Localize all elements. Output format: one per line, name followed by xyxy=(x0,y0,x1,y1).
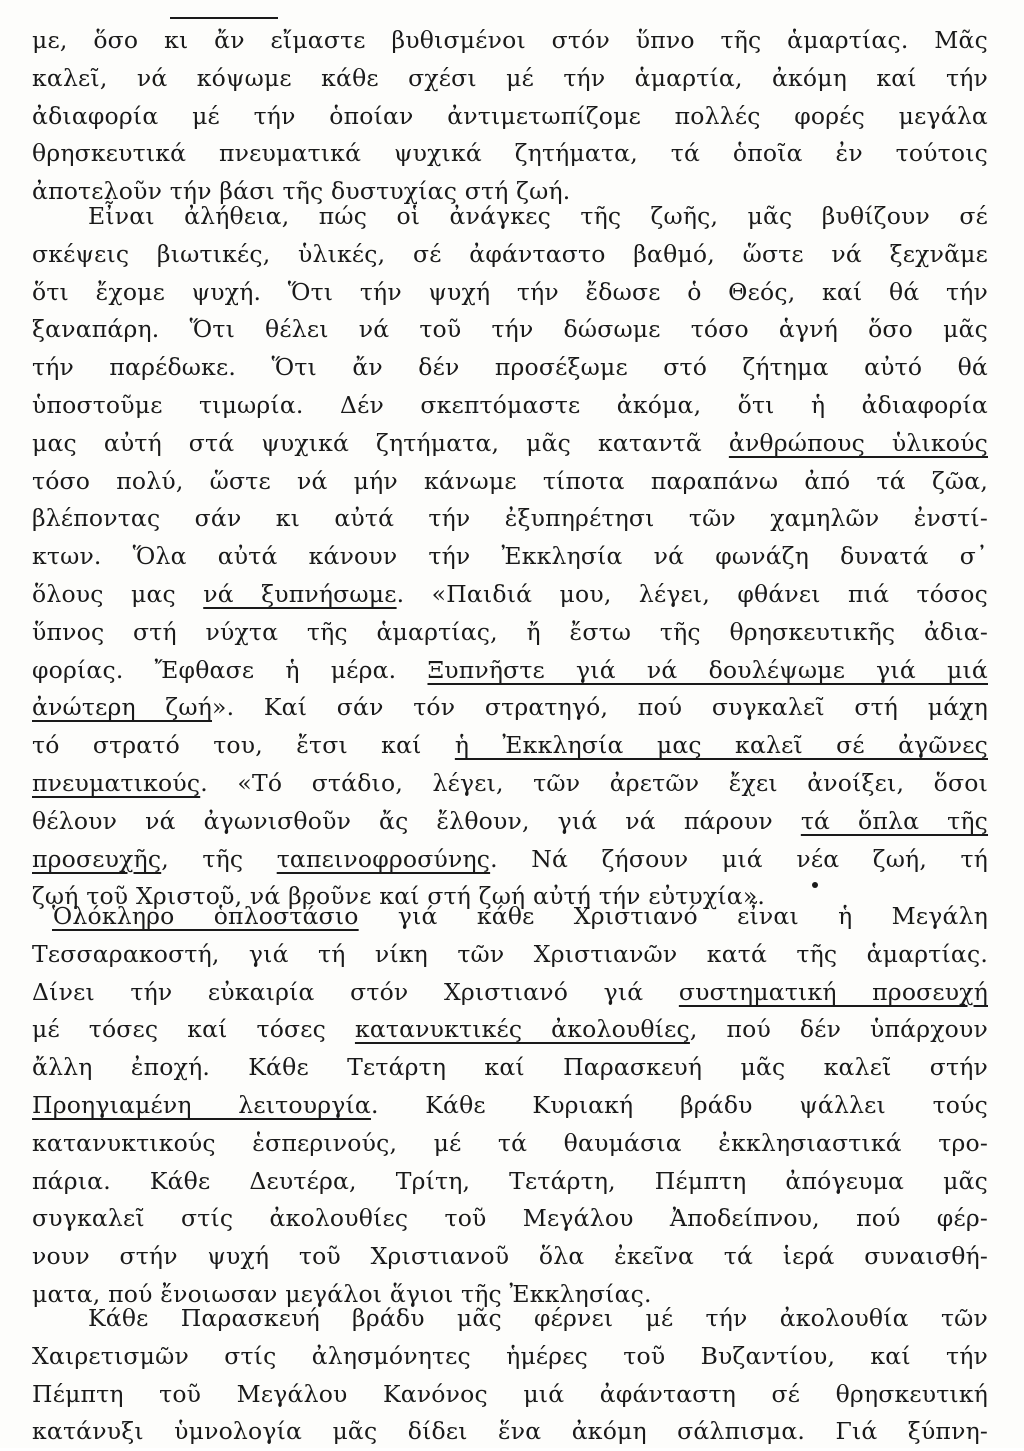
text-line: ματα, πού ἔνοιωσαν μεγάλοι ἅγιοι τῆς Ἐκκλησίας. xyxy=(32,1279,652,1308)
underlined-phrase: πνευματικούς xyxy=(32,768,201,797)
paragraph-4 xyxy=(32,1300,988,1451)
text-line: ὕπνος στή νύχτα τῆς ἁμαρτίας, ἤ ἔστω τῆς θρησκευτικῆς ἀδια- xyxy=(32,617,988,646)
text-line xyxy=(32,841,988,879)
text-run: . Κάθε Κυριακή βράδυ ψάλλει τούς xyxy=(370,1090,988,1119)
text-run: ὅλους μας xyxy=(32,579,204,608)
text-line: συγκαλεῖ στίς ἀκολουθίες τοῦ Μεγάλου Ἀποδείπνου, πού φέρ- xyxy=(32,1204,988,1233)
text-line xyxy=(32,425,988,463)
text-line xyxy=(32,1011,988,1049)
text-line: Χαιρετισμῶν στίς ἀλησμόνητες ἡμέρες τοῦ Βυζαντίου, καί τήν xyxy=(32,1341,988,1370)
text-line: κατανυκτικούς ἑσπερινούς, μέ τά θαυμάσια ἐκκλησιαστικά τρο- xyxy=(32,1128,988,1157)
underlined-phrase: νά ξυπνήσωμε xyxy=(203,579,397,608)
text-line: ἄλλη ἐποχή. Κάθε Τετάρτη καί Παρασκευή μᾶς καλεῖ στήν xyxy=(32,1053,988,1082)
text-line: ξαναπάρη. Ὅτι θέλει νά τοῦ τήν δώσωμε τόσο ἁγνή ὅσο μᾶς xyxy=(32,315,988,344)
text-run: φορίας. Ἔφθασε ἡ μέρα. xyxy=(32,655,428,684)
text-line: κατάνυξι ὑμνολογία μᾶς δίδει ἕνα ἀκόμη σάλπισμα. Γιά ξύπνη- xyxy=(32,1417,988,1446)
text-run: . Νά ζήσουν μιά νέα ζωή, τή xyxy=(490,844,988,873)
text-run: μέ τόσες καί τόσες xyxy=(32,1015,355,1044)
text-line: ὅτι ἔχομε ψυχή. Ὅτι τήν ψυχή τήν ἔδωσε ὁ Θεός, καί θά τήν xyxy=(32,277,988,306)
text-line xyxy=(32,803,988,841)
paragraph-2 xyxy=(32,198,988,916)
text-run: . «Παιδιά μου, λέγει, φθάνει πιά τόσος xyxy=(396,579,988,608)
text-run: , τῆς xyxy=(161,844,277,873)
text-line: τόσο πολύ, ὥστε νά μήν κάνωμε τίποτα παραπάνω ἀπό τά ζῶα, xyxy=(32,466,988,495)
text-line: ἀποτελοῦν τήν βάσι τῆς δυστυχίας στή ζωή. xyxy=(32,177,571,206)
text-line: καλεῖ, νά κόψωμε κάθε σχέσι μέ τήν ἁμαρτία, ἀκόμη καί τήν xyxy=(32,63,988,92)
text-line xyxy=(32,727,988,765)
text-line xyxy=(32,1087,988,1125)
text-line xyxy=(32,689,988,727)
text-run: , πού δέν ὑπάρχουν xyxy=(689,1015,989,1044)
text-line: ζωή τοῦ Χριστοῦ, νά βροῦνε καί στή ζωή αὐτή τήν εὐτυχία». xyxy=(32,882,766,911)
scan-mark-top xyxy=(170,17,278,19)
text-line xyxy=(32,576,988,614)
text-line: ὑποστοῦμε τιμωρία. Δέν σκεπτόμαστε ἀκόμα, ὅτι ἡ ἀδιαφορία xyxy=(32,390,988,419)
underlined-phrase: τά ὅπλα τῆς xyxy=(800,806,989,835)
text-line: σκέψεις βιωτικές, ὑλικές, σέ ἀφάνταστο βαθμό, ὥστε νά ξεχνᾶμε xyxy=(32,239,988,268)
text-run: Δίνει τήν εὐκαιρία στόν Χριστιανό γιά xyxy=(32,977,679,1006)
text-line: βλέποντας σάν κι αὐτά τήν ἐξυπηρέτησι τῶν χαμηλῶν ἐνστί- xyxy=(32,504,988,533)
text-run: θέλουν νά ἀγωνισθοῦν ἄς ἔλθουν, γιά νά πάρουν xyxy=(32,806,801,835)
underlined-phrase: συστηματική προσευχή xyxy=(678,977,988,1006)
paragraph-3 xyxy=(32,898,988,1314)
text-line: κτων. Ὅλα αὐτά κάνουν τήν Ἐκκλησία νά φωνάζη δυνατά σ᾽ xyxy=(32,542,988,571)
text-line: Τεσσαρακοστή, γιά τή νίκη τῶν Χριστιανῶν κατά τῆς ἁμαρτίας. xyxy=(32,939,988,968)
underlined-phrase: Ὁλόκληρο ὁπλοστάσιο xyxy=(52,902,359,930)
text-run: ». Καί σάν τόν στρατηγό, πού συγκαλεῖ στή μάχη xyxy=(212,693,988,722)
underlined-phrase: Προηγιαμένη λειτουργία xyxy=(32,1090,371,1119)
text-line xyxy=(32,765,988,803)
text-line xyxy=(32,652,988,690)
underlined-phrase: ἀνώτερη ζωή xyxy=(32,693,213,722)
text-line: πάρια. Κάθε Δευτέρα, Τρίτη, Τετάρτη, Πέμπτη ἀπόγευμα μᾶς xyxy=(32,1166,988,1195)
underlined-phrase: προσευχῆς xyxy=(32,844,162,873)
text-line: θρησκευτικά πνευματικά ψυχικά ζητήματα, τά ὁποῖα ἐν τούτοις xyxy=(32,139,988,168)
text-run: . «Τό στάδιο, λέγει, τῶν ἀρετῶν ἔχει ἀνοίξει, ὅσοι xyxy=(200,768,988,797)
paragraph-1 xyxy=(32,22,988,211)
underlined-phrase: ἡ Ἐκκλησία μας καλεῖ σέ ἀγῶνες xyxy=(454,731,988,760)
text-line: Πέμπτη τοῦ Μεγάλου Κανόνος μιά ἀφάνταστη σέ θρησκευτική xyxy=(32,1379,988,1408)
text-line xyxy=(32,898,988,936)
text-line: Εἶναι ἀλήθεια, πώς οἱ ἀνάγκες τῆς ζωῆς, μᾶς βυθίζουν σέ xyxy=(88,202,988,230)
underlined-phrase: ταπεινοφροσύνης xyxy=(276,844,491,873)
underlined-phrase: κατανυκτικές ἀκολουθίες xyxy=(354,1015,690,1044)
underlined-phrase: ἀνθρώπους ὑλικούς xyxy=(728,428,988,457)
text-line: Κάθε Παρασκευή βράδυ μᾶς φέρνει μέ τήν ἀκολουθία τῶν xyxy=(88,1304,988,1332)
text-run: γιά κάθε Χριστιανό εἶναι ἡ Μεγάλη xyxy=(358,902,988,930)
text-line: νουν στήν ψυχή τοῦ Χριστιανοῦ ὅλα ἐκεῖνα τά ἱερά συναισθή- xyxy=(32,1242,988,1271)
underlined-phrase: Ξυπνῆστε γιά νά δουλέψωμε γιά μιά xyxy=(427,655,988,684)
text-line: τήν παρέδωκε. Ὅτι ἄν δέν προσέξωμε στό ζήτημα αὐτό θά xyxy=(32,353,988,382)
text-run: μας αὐτή στά ψυχικά ζητήματα, μᾶς καταντᾶ xyxy=(32,428,729,457)
text-line xyxy=(32,974,988,1012)
text-run: τό στρατό του, ἔτσι καί xyxy=(32,731,455,760)
text-line: με, ὅσο κι ἄν εἴμαστε βυθισμένοι στόν ὕπνο τῆς ἁμαρτίας. Μᾶς xyxy=(32,26,988,54)
text-line: ἀδιαφορία μέ τήν ὁποίαν ἀντιμετωπίζομε πολλές φορές μεγάλα xyxy=(32,101,988,130)
